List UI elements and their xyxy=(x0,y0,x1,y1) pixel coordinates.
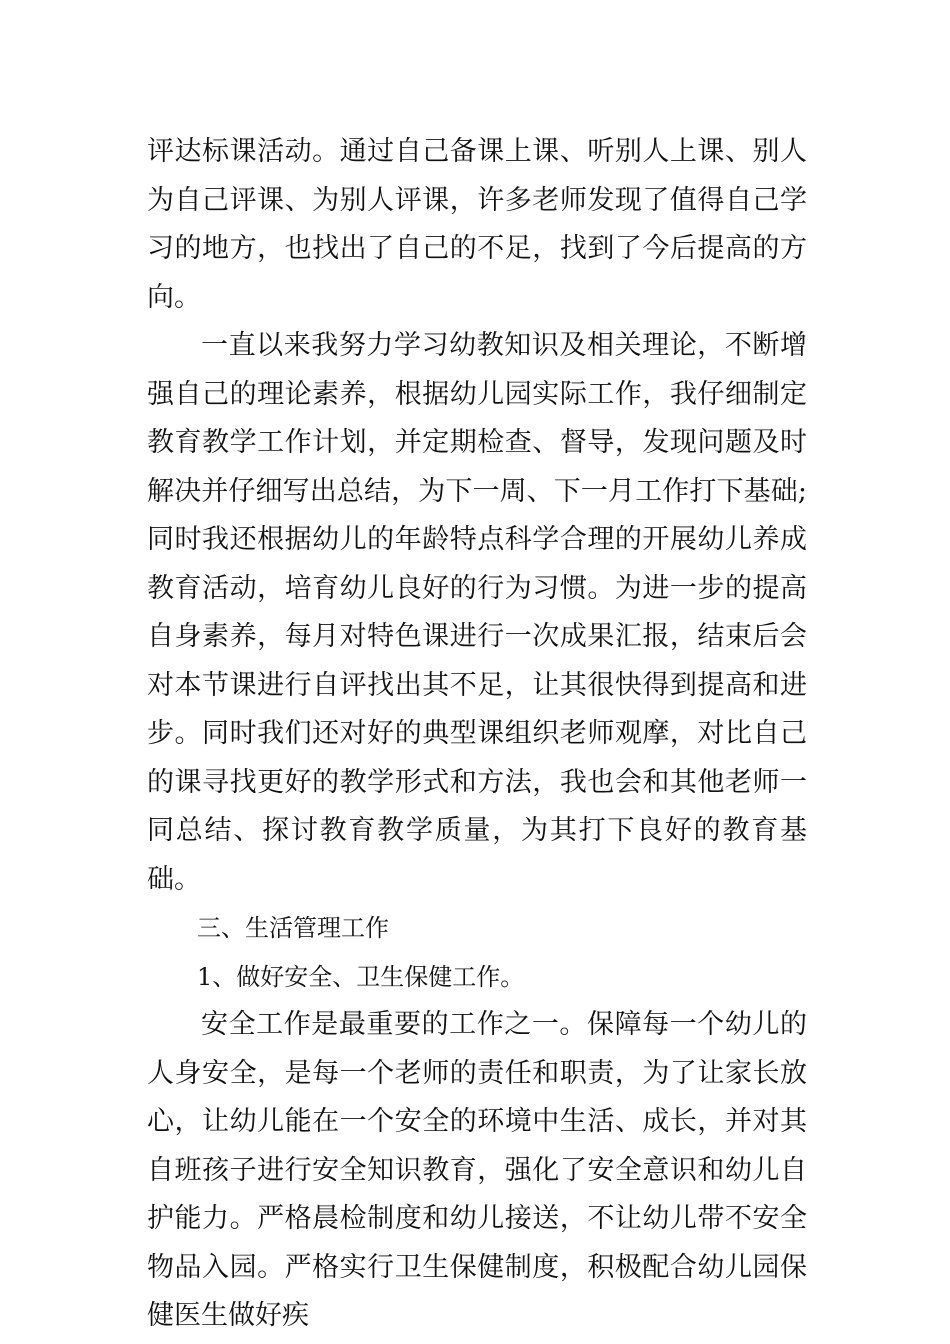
document-body xyxy=(147,128,807,1341)
subsection-heading-safety-health: 1、做好安全、卫生保健工作。 xyxy=(197,962,525,991)
paragraph-continuation: 评达标课活动。通过自己备课上课、听别人上课、别人为自己评课、为别人评课，许多老师发现了值得自己学习的地方，也找出了自己的不足，找到了今后提高的方向。 xyxy=(147,136,807,313)
section-heading-life-management: 三、生活管理工作 xyxy=(197,914,389,942)
paragraph-teaching-theory: 一直以来我努力学习幼教知识及相关理论，不断增强自己的理论素养，根据幼儿园实际工作，我仔细制定教育教学工作计划，并定期检查、督导，发现问题及时解决并仔细写出总结，为下一周、下一月工作打下基础;同时我还根据幼儿的年龄特点科学合理的开展幼儿养成教育活动，培育幼儿良好的行为习惯。为进一步的提高自身素养，每月对特色课进行一次成果汇报，结束后会对本节课进行自评找出其不足，让其很快得到提高和进步。同时我们还对好的典型课组织老师观摩，对比自己的课寻找更好的教学形式和方法，我也会和其他老师一同总结、探讨教育教学质量，为其打下良好的教育基础。 xyxy=(147,330,807,895)
paragraph-safety-work: 安全工作是最重要的工作之一。保障每一个幼儿的人身安全，是每一个老师的责任和职责，为了让家长放心，让幼儿能在一个安全的环境中生活、成长，并对其自班孩子进行安全知识教育，强化了安全意识和幼儿自护能力。严格晨检制度和幼儿接送，不让幼儿带不安全物品入园。严格实行卫生保健制度，积极配合幼儿园保健医生做好疾 xyxy=(147,1009,807,1331)
